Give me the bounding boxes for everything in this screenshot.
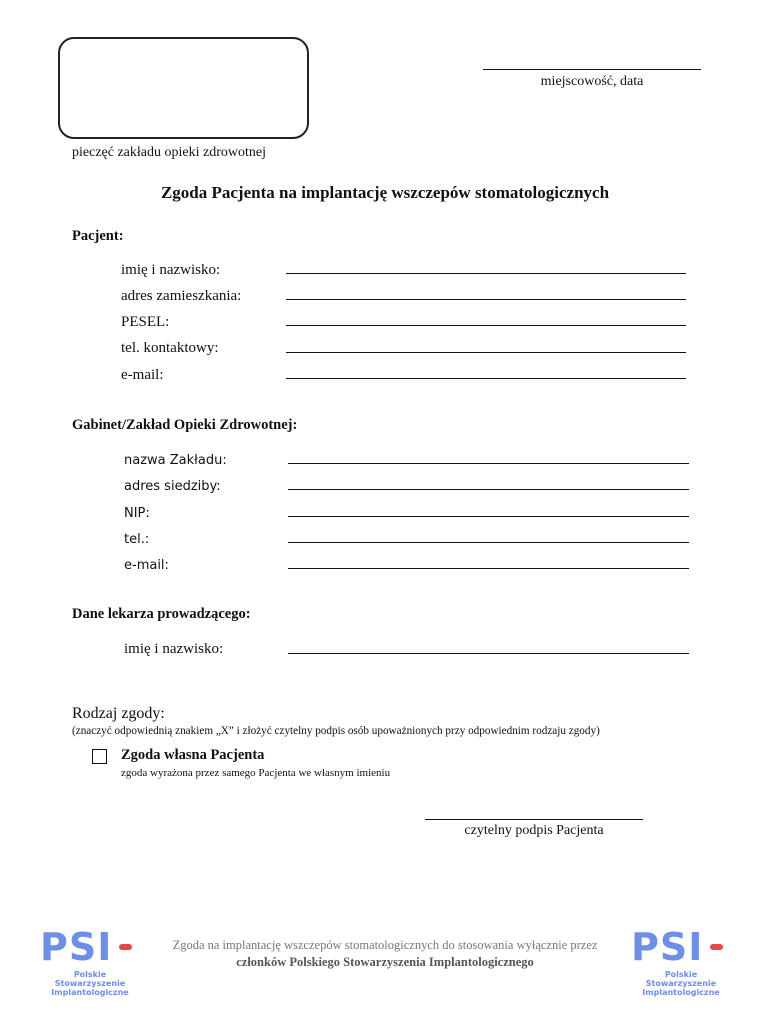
clinic-name-field[interactable] [288, 463, 689, 464]
patient-signature-label: czytelny podpis Pacjenta [464, 823, 604, 838]
place-date-label: miejscowość, data [540, 74, 644, 89]
patient-name-label: imię i nazwisko: [121, 262, 221, 278]
clinic-phone-label: tel.: [124, 532, 150, 547]
stamp-label: pieczęć zakładu opieki zdrowotnej [72, 145, 266, 160]
patient-phone-label: tel. kontaktowy: [121, 340, 219, 356]
clinic-heading: Gabinet/Zakład Opieki Zdrowotnej: [72, 417, 298, 433]
patient-email-field[interactable] [286, 378, 686, 379]
tooth-icon [710, 944, 723, 950]
psi-logo-subtitle: Polskie Stowarzyszenie Implantologiczne [51, 970, 129, 997]
footer-line-1: Zgoda na implantację wszczepów stomatologicznych do stosowania wyłącznie przez [172, 938, 598, 952]
patient-name-field[interactable] [286, 273, 686, 274]
psi-logo-left [40, 925, 140, 997]
page-title: Zgoda Pacjenta na implantację wszczepów stomatologicznych [160, 183, 610, 202]
own-consent-description: zgoda wyrażona przez samego Pacjenta we własnym imieniu [121, 767, 391, 779]
clinic-address-label: adres siedziby: [124, 479, 221, 494]
own-consent-label: Zgoda własna Pacjenta [121, 747, 265, 763]
consent-heading: Rodzaj zgody: [72, 705, 165, 722]
place-date-line[interactable] [483, 69, 701, 70]
doctor-name-label: imię i nazwisko: [124, 641, 224, 657]
clinic-address-field[interactable] [288, 489, 689, 490]
patient-pesel-label: PESEL: [121, 314, 170, 330]
patient-address-label: adres zamieszkania: [121, 288, 242, 304]
patient-signature-field[interactable] [425, 819, 643, 820]
patient-email-label: e-mail: [121, 367, 164, 383]
clinic-email-label: e-mail: [124, 558, 169, 573]
psi-logo-subtitle: Polskie Stowarzyszenie Implantologiczne [642, 970, 720, 997]
psi-logo-text: PSI [631, 925, 704, 969]
doctor-heading: Dane lekarza prowadzącego: [72, 606, 251, 622]
own-consent-checkbox[interactable] [92, 749, 107, 764]
footer-line-2: członków Polskiego Stowarzyszenia Implantologicznego [236, 955, 534, 969]
stamp-area [58, 37, 309, 139]
tooth-icon [119, 944, 132, 950]
patient-address-field[interactable] [286, 299, 686, 300]
patient-pesel-field[interactable] [286, 325, 686, 326]
clinic-email-field[interactable] [288, 568, 689, 569]
consent-instruction: (znaczyć odpowiednią znakiem „X” i złożyć czytelny podpis osób upoważnionych przy odpowiednim rodzaju zgody) [72, 725, 600, 737]
clinic-nip-label: NIP: [124, 506, 150, 521]
clinic-name-label: nazwa Zakładu: [124, 453, 227, 468]
patient-heading: Pacjent: [72, 228, 124, 244]
clinic-phone-field[interactable] [288, 542, 689, 543]
patient-phone-field[interactable] [286, 352, 686, 353]
psi-logo-text: PSI [40, 925, 113, 969]
doctor-name-field[interactable] [288, 653, 689, 654]
clinic-nip-field[interactable] [288, 516, 689, 517]
psi-logo-right [631, 925, 731, 997]
